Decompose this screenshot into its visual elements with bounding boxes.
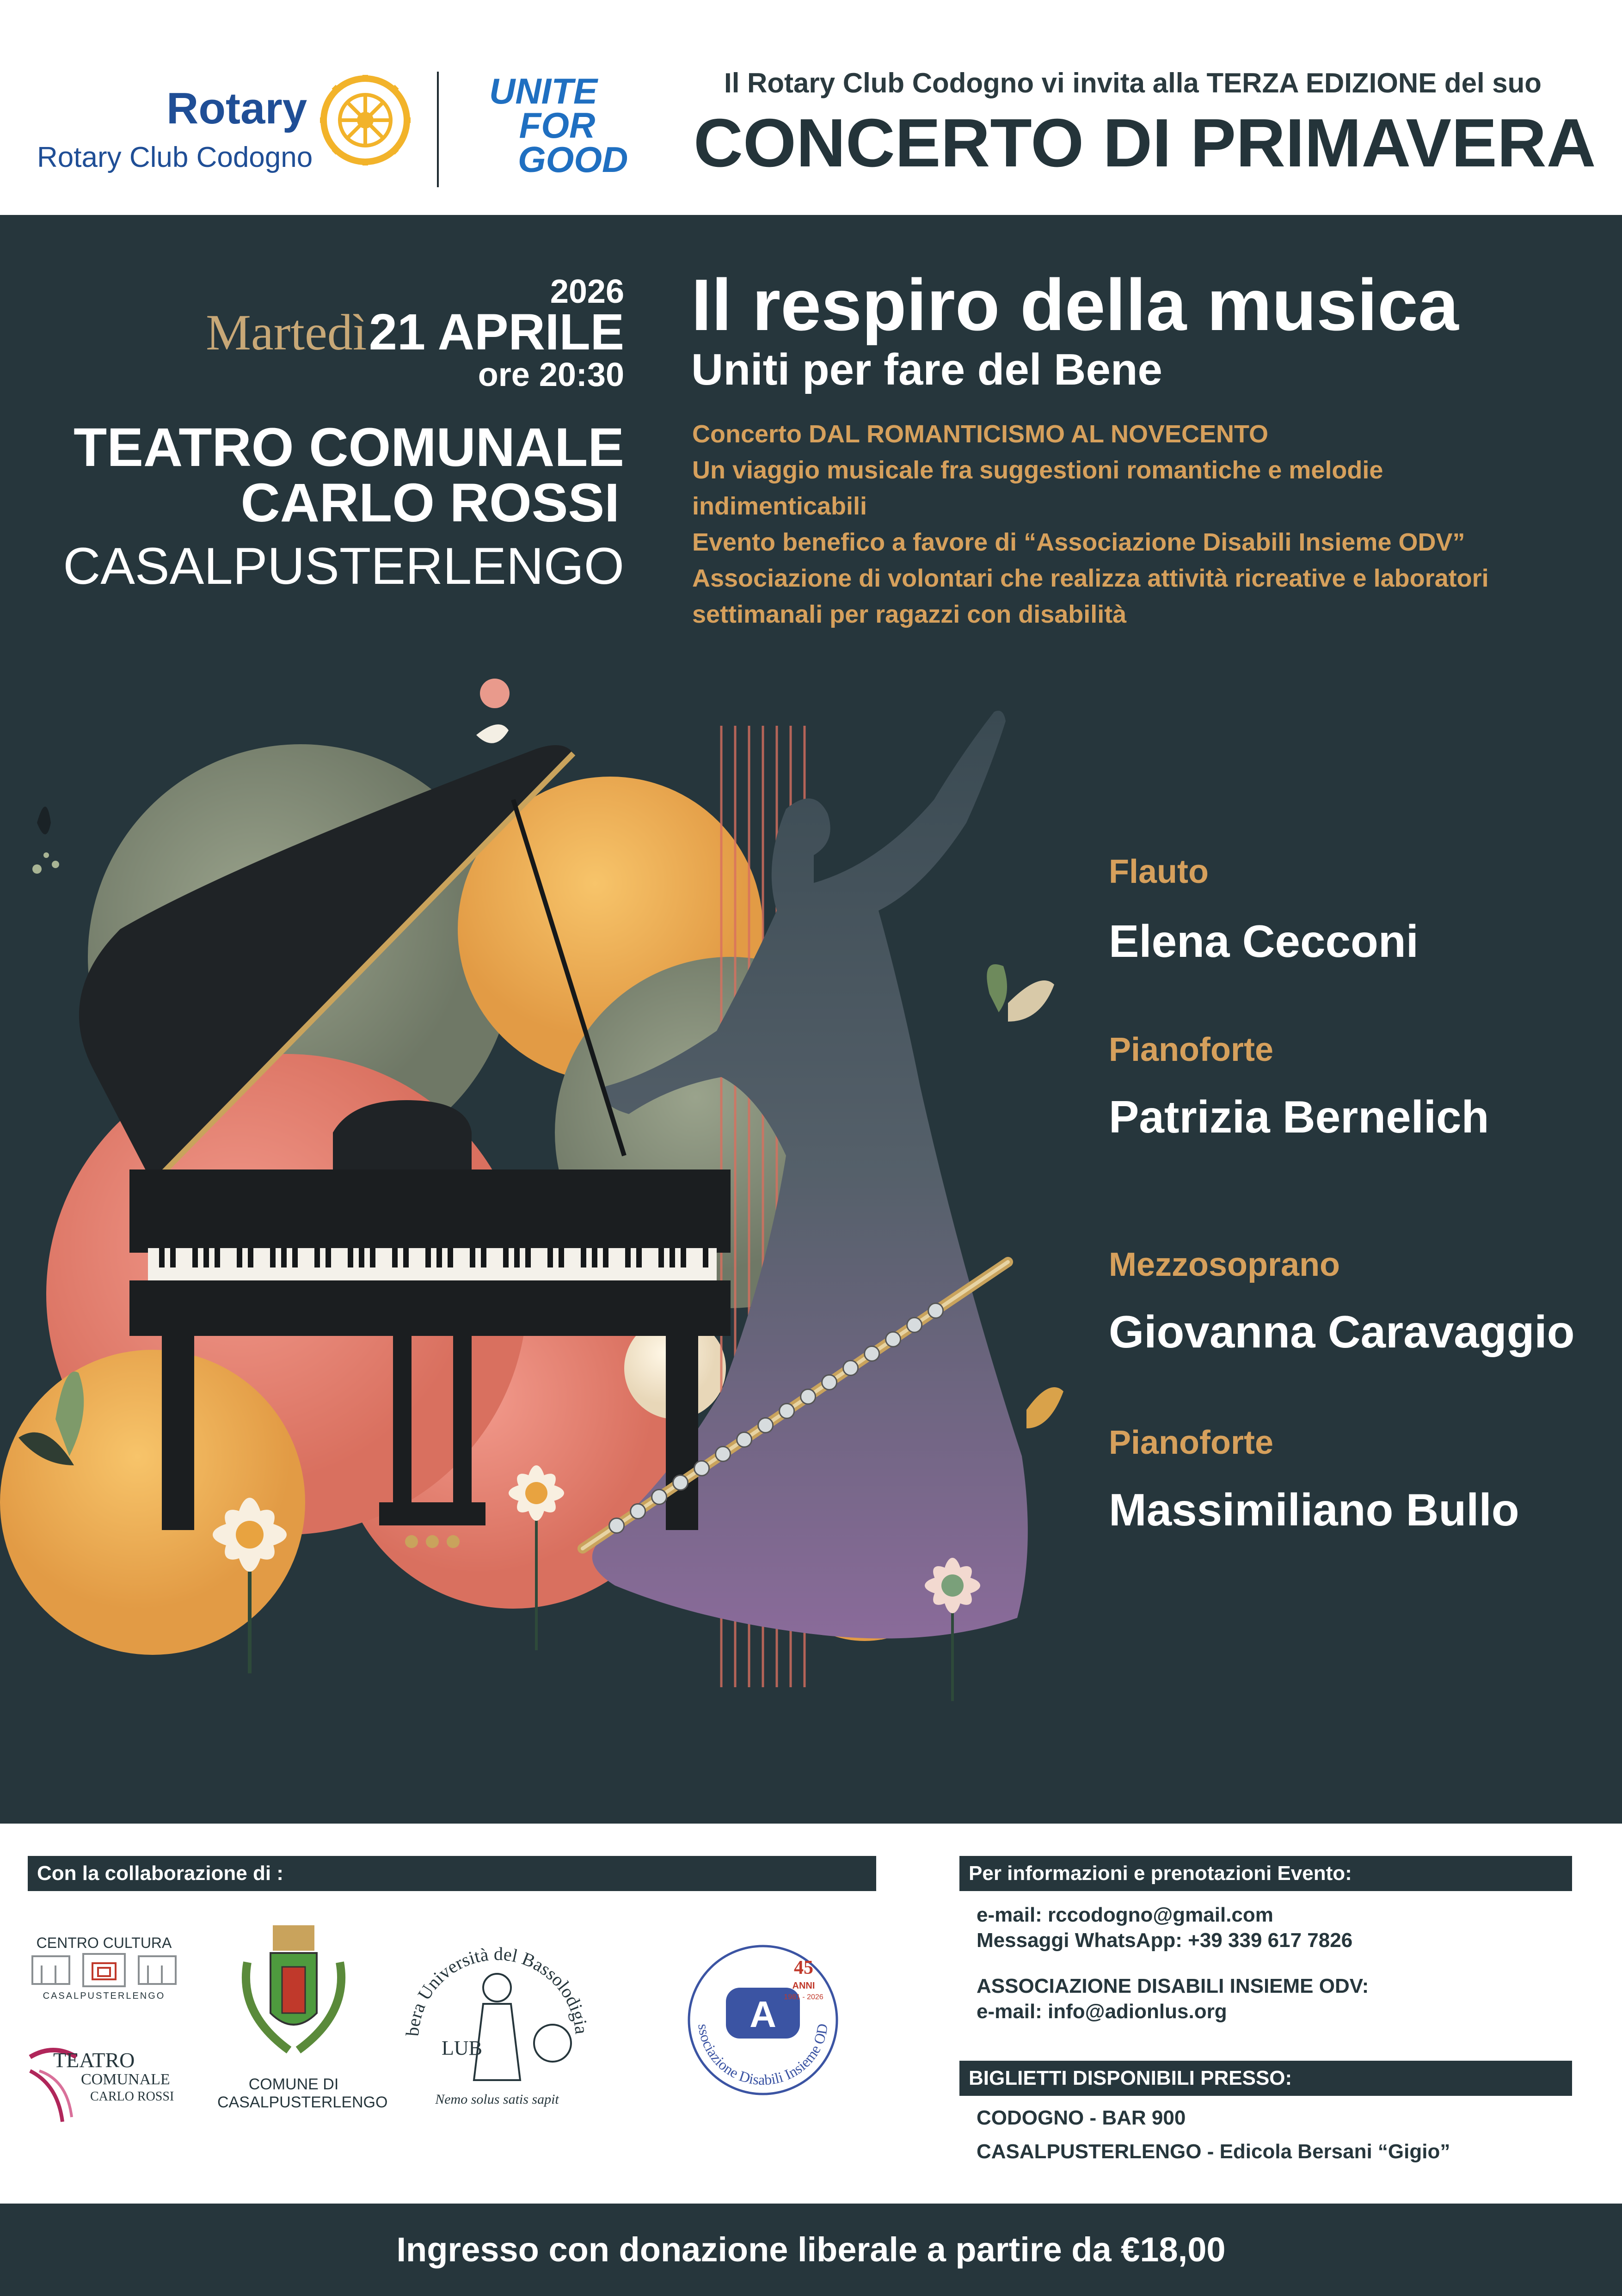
performer-3-name: Giovanna Caravaggio [1109,1306,1575,1357]
rotary-wordmark: Rotary [166,84,307,133]
svg-text:45: 45 [794,1957,813,1978]
description-line-3: Evento benefico a favore di “Associazione Disabili Insieme ODV” [692,528,1465,556]
event-time: ore 20:30 [478,356,624,393]
event-date-text: 21 APRILE [369,304,624,361]
contact-email[interactable]: e-mail: rccodogno@gmail.com [977,1904,1273,1926]
unite-for-good-logo [462,71,628,180]
teatro-comunale-logo [25,2043,183,2126]
performer-2-role: Pianoforte [1109,1031,1274,1068]
piano-body [129,1169,731,1253]
unite-line-2: FOR [519,105,596,146]
centro-cultura-title: CENTRO CULTURA [36,1935,172,1951]
concert-title: CONCERTO DI PRIMAVERA [694,105,1596,181]
association-title: ASSOCIAZIONE DISABILI INSIEME ODV: [977,1975,1369,1997]
venue-line-1: TEATRO COMUNALE [74,417,624,478]
centro-cultura-sub: CASALPUSTERLENGO [43,1991,166,2001]
lub-logo [400,1923,594,2126]
event-date [0,303,624,362]
unite-line-1: UNITE [489,71,597,111]
venue-city: CASALPUSTERLENGO [63,537,624,595]
invitation-line: Il Rotary Club Codogno vi invita alla TERZA EDIZIONE del suo [724,67,1542,98]
association-email[interactable]: e-mail: info@adionlus.org [977,2000,1227,2023]
concert-illustration [0,670,1087,1733]
performer-1-name: Elena Cecconi [1109,916,1419,967]
performer-4-name: Massimiliano Bullo [1109,1484,1519,1535]
coat-of-arms-icon [233,1921,354,2073]
ticket-point-1: CODOGNO - BAR 900 [977,2106,1186,2129]
pedal-rod-1 [393,1336,412,1512]
pedal-rod-2 [453,1336,472,1512]
svg-text:A: A [750,1994,776,2035]
event-title: Il respiro della musica [691,264,1459,346]
description-line-1: Concerto DAL ROMANTICISMO AL NOVECENTO [692,420,1269,448]
lub-motto: Nemo solus satis sapit [435,2092,559,2107]
piano-keyboard-base [129,1280,731,1336]
performer-2-name: Patrizia Bernelich [1109,1091,1489,1142]
rotary-club-name: Rotary Club Codogno [37,141,313,173]
tickets-bar: BIGLIETTI DISPONIBILI PRESSO: [959,2061,1572,2096]
svg-text:ANNI: ANNI [792,1981,815,1991]
entry-donation-bar: Ingresso con donazione liberale a partire da €18,00 [0,2204,1622,2296]
performer-1-role: Flauto [1109,853,1209,890]
small-pink-dot [480,679,510,708]
pedal-box [379,1502,485,1525]
event-day: Martedì [206,304,367,361]
ticket-point-2: CASALPUSTERLENGO - Edicola Bersani “Gigio” [977,2140,1450,2163]
comune-line-2: CASALPUSTERLENGO [217,2094,388,2111]
small-dots [32,852,59,874]
lub-arc-text: bera Università del Bassolodigia [401,1943,592,2037]
lub-emblem-icon [400,1923,594,2089]
collaboration-bar: Con la collaborazione di : [28,1856,876,1891]
unite-line-3: GOOD [518,139,628,180]
performer-3-role: Mezzosoprano [1109,1246,1340,1283]
event-subtitle: Uniti per fare del Bene [691,345,1162,394]
teatro-logo-line-3: CARLO ROSSI [90,2089,174,2104]
description-line-2: Un viaggio musicale fra suggestioni romantiche e melodie indimenticabili [692,456,1383,520]
comune-logo [217,1921,388,2112]
contact-whatsapp[interactable]: Messaggi WhatsApp: +39 339 617 7826 [977,1929,1353,1952]
teatro-logo-line-1: TEATRO [53,2048,135,2072]
centro-cultura-logo [28,1935,180,2002]
piano-pedals [405,1535,460,1548]
svg-text:1981 - 2026: 1981 - 2026 [784,1993,823,2001]
event-description [692,416,1552,632]
orange-circle-bottom-left [0,1350,305,1655]
performer-4-role: Pianoforte [1109,1424,1274,1461]
piano-keyboard [148,1248,717,1280]
adi-emblem-icon [680,1937,846,2103]
svg-text:Associazione Disabili Insieme: ssociazione Disabili Insieme OD [695,2022,831,2088]
piano-leg-right [666,1336,698,1530]
lub-initials: LUB [442,2037,482,2059]
venue-line-2: CARLO ROSSI [240,472,620,533]
comune-line-1: COMUNE DI [248,2076,339,2093]
info-bar: Per informazioni e prenotazioni Evento: [959,1856,1572,1891]
description-line-4: Associazione di volontari che realizza attività ricreative e laboratori settimanali per ragazzi con disabilità [692,564,1489,628]
castle-icon [28,1952,180,1989]
rotary-wheel-icon [319,74,412,166]
header-divider [437,72,439,187]
event-year: 2026 [550,273,624,310]
adi-logo [680,1937,846,2103]
teatro-logo-line-2: COMUNALE [81,2071,170,2088]
piano-leg-left [162,1336,194,1530]
